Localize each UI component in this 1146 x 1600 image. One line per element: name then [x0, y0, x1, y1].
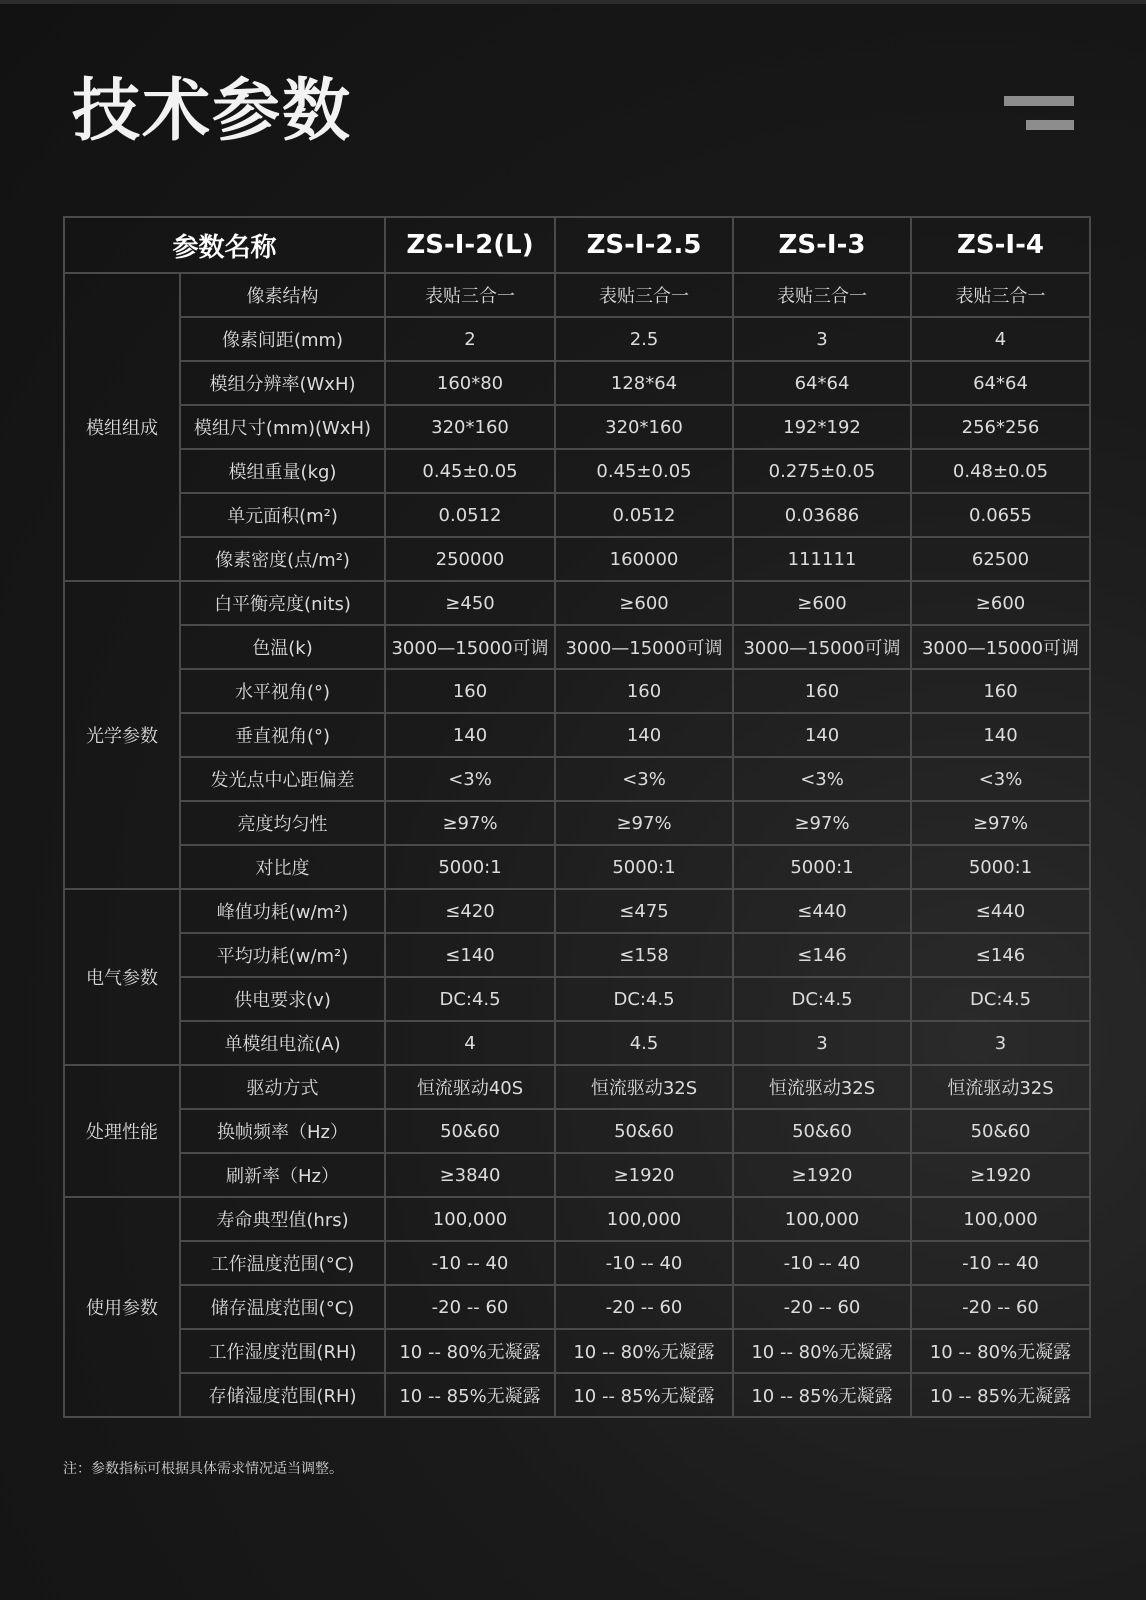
param-label: 像素密度(点/m²)	[180, 537, 385, 581]
param-value: ≥97%	[733, 801, 911, 845]
group-label: 光学参数	[64, 581, 180, 889]
menu-icon-bar-top	[1004, 96, 1074, 106]
param-value: 0.0655	[911, 493, 1090, 537]
table-row	[64, 625, 1090, 669]
header-model: ZS-I-2.5	[555, 217, 733, 273]
header-model: ZS-I-4	[911, 217, 1090, 273]
param-label: 平均功耗(w/m²)	[180, 933, 385, 977]
table-row	[64, 1065, 1090, 1109]
param-label: 单模组电流(A)	[180, 1021, 385, 1065]
param-value: 5000:1	[385, 845, 555, 889]
param-value: 0.275±0.05	[733, 449, 911, 493]
param-label: 对比度	[180, 845, 385, 889]
spec-table	[63, 216, 1091, 1418]
param-value: 160*80	[385, 361, 555, 405]
table-row	[64, 1285, 1090, 1329]
param-label: 垂直视角(°)	[180, 713, 385, 757]
param-value: ≤440	[911, 889, 1090, 933]
param-value: 恒流驱动32S	[733, 1065, 911, 1109]
param-value: 3000—15000可调	[733, 625, 911, 669]
param-label: 刷新率（Hz）	[180, 1153, 385, 1197]
table-row	[64, 405, 1090, 449]
param-value: 3	[733, 1021, 911, 1065]
param-value: 0.45±0.05	[385, 449, 555, 493]
table-row	[64, 361, 1090, 405]
param-value: 140	[385, 713, 555, 757]
param-value: <3%	[555, 757, 733, 801]
param-value: 160000	[555, 537, 733, 581]
param-value: 100,000	[385, 1197, 555, 1241]
param-value: 50&60	[385, 1109, 555, 1153]
param-value: 100,000	[733, 1197, 911, 1241]
table-row	[64, 273, 1090, 317]
param-value: 10 -- 85%无凝露	[385, 1373, 555, 1417]
param-value: 4	[911, 317, 1090, 361]
param-label: 白平衡亮度(nits)	[180, 581, 385, 625]
param-value: 3	[733, 317, 911, 361]
param-label: 像素结构	[180, 273, 385, 317]
menu-icon-bar-bottom	[1026, 120, 1074, 130]
header-model: ZS-I-2(L)	[385, 217, 555, 273]
param-value: 192*192	[733, 405, 911, 449]
param-value: ≥600	[555, 581, 733, 625]
param-value: 5000:1	[911, 845, 1090, 889]
param-value: -10 -- 40	[385, 1241, 555, 1285]
param-value: 3000—15000可调	[385, 625, 555, 669]
table-row	[64, 317, 1090, 361]
table-row	[64, 845, 1090, 889]
param-value: -20 -- 60	[385, 1285, 555, 1329]
param-label: 驱动方式	[180, 1065, 385, 1109]
param-value: 50&60	[911, 1109, 1090, 1153]
table-row	[64, 801, 1090, 845]
table-row	[64, 1153, 1090, 1197]
table-row	[64, 537, 1090, 581]
param-value: DC:4.5	[733, 977, 911, 1021]
param-value: ≥97%	[385, 801, 555, 845]
table-body	[64, 273, 1090, 1417]
param-value: 64*64	[733, 361, 911, 405]
param-value: 10 -- 80%无凝露	[733, 1329, 911, 1373]
param-value: 140	[911, 713, 1090, 757]
param-value: -10 -- 40	[555, 1241, 733, 1285]
param-value: 10 -- 80%无凝露	[555, 1329, 733, 1373]
table-row	[64, 1329, 1090, 1373]
param-value: 表贴三合一	[555, 273, 733, 317]
param-value: 10 -- 85%无凝露	[733, 1373, 911, 1417]
table-header-row	[64, 217, 1090, 273]
group-label: 模组组成	[64, 273, 180, 581]
table-row	[64, 669, 1090, 713]
param-value: 10 -- 80%无凝露	[385, 1329, 555, 1373]
param-value: ≤146	[733, 933, 911, 977]
table-row	[64, 1021, 1090, 1065]
param-value: 111111	[733, 537, 911, 581]
param-value: ≥1920	[911, 1153, 1090, 1197]
param-label: 发光点中心距偏差	[180, 757, 385, 801]
param-label: 储存温度范围(°C)	[180, 1285, 385, 1329]
page-title: 技术参数	[72, 72, 353, 151]
param-value: 50&60	[555, 1109, 733, 1153]
param-value: 62500	[911, 537, 1090, 581]
param-value: 恒流驱动40S	[385, 1065, 555, 1109]
param-value: ≥97%	[911, 801, 1090, 845]
table-row	[64, 889, 1090, 933]
param-value: 64*64	[911, 361, 1090, 405]
param-value: 0.03686	[733, 493, 911, 537]
param-value: ≤475	[555, 889, 733, 933]
param-value: 160	[911, 669, 1090, 713]
param-value: DC:4.5	[911, 977, 1090, 1021]
param-value: 表贴三合一	[385, 273, 555, 317]
table-row	[64, 757, 1090, 801]
param-value: <3%	[911, 757, 1090, 801]
param-value: 恒流驱动32S	[911, 1065, 1090, 1109]
param-value: 100,000	[911, 1197, 1090, 1241]
table-row	[64, 581, 1090, 625]
param-label: 模组分辨率(WxH)	[180, 361, 385, 405]
param-value: 3000—15000可调	[555, 625, 733, 669]
param-label: 寿命典型值(hrs)	[180, 1197, 385, 1241]
param-value: 2	[385, 317, 555, 361]
param-value: 2.5	[555, 317, 733, 361]
param-value: 100,000	[555, 1197, 733, 1241]
param-value: 4.5	[555, 1021, 733, 1065]
param-value: ≥3840	[385, 1153, 555, 1197]
param-value: 128*64	[555, 361, 733, 405]
header-param-name: 参数名称	[64, 217, 385, 273]
group-label: 电气参数	[64, 889, 180, 1065]
param-label: 工作湿度范围(RH)	[180, 1329, 385, 1373]
top-divider	[0, 0, 1146, 4]
param-value: -10 -- 40	[911, 1241, 1090, 1285]
param-value: ≤420	[385, 889, 555, 933]
param-value: -20 -- 60	[733, 1285, 911, 1329]
param-value: ≤158	[555, 933, 733, 977]
param-value: 10 -- 85%无凝露	[911, 1373, 1090, 1417]
param-label: 峰值功耗(w/m²)	[180, 889, 385, 933]
param-value: 恒流驱动32S	[555, 1065, 733, 1109]
table-row	[64, 1197, 1090, 1241]
table-row	[64, 977, 1090, 1021]
group-label: 处理性能	[64, 1065, 180, 1197]
param-value: 3000—15000可调	[911, 625, 1090, 669]
param-value: 表贴三合一	[733, 273, 911, 317]
param-label: 单元面积(m²)	[180, 493, 385, 537]
param-value: -10 -- 40	[733, 1241, 911, 1285]
param-value: -20 -- 60	[911, 1285, 1090, 1329]
param-value: 0.0512	[555, 493, 733, 537]
param-value: 3	[911, 1021, 1090, 1065]
table-row	[64, 933, 1090, 977]
param-label: 换帧频率（Hz）	[180, 1109, 385, 1153]
group-label: 使用参数	[64, 1197, 180, 1417]
header-model: ZS-I-3	[733, 217, 911, 273]
table-row	[64, 1241, 1090, 1285]
param-value: 0.0512	[385, 493, 555, 537]
table-row	[64, 713, 1090, 757]
param-label: 模组重量(kg)	[180, 449, 385, 493]
param-value: 320*160	[385, 405, 555, 449]
param-value: 表贴三合一	[911, 273, 1090, 317]
param-value: ≤146	[911, 933, 1090, 977]
param-value: 0.48±0.05	[911, 449, 1090, 493]
param-value: 140	[555, 713, 733, 757]
table-row	[64, 493, 1090, 537]
param-value: 5000:1	[733, 845, 911, 889]
param-value: 10 -- 85%无凝露	[555, 1373, 733, 1417]
param-label: 水平视角(°)	[180, 669, 385, 713]
param-label: 工作温度范围(°C)	[180, 1241, 385, 1285]
param-value: ≥97%	[555, 801, 733, 845]
param-value: 160	[733, 669, 911, 713]
param-value: <3%	[733, 757, 911, 801]
param-value: 5000:1	[555, 845, 733, 889]
param-label: 模组尺寸(mm)(WxH)	[180, 405, 385, 449]
param-value: 250000	[385, 537, 555, 581]
param-value: 160	[385, 669, 555, 713]
param-value: <3%	[385, 757, 555, 801]
param-value: DC:4.5	[385, 977, 555, 1021]
param-value: 160	[555, 669, 733, 713]
table-row	[64, 1109, 1090, 1153]
param-value: 10 -- 80%无凝露	[911, 1329, 1090, 1373]
param-value: 140	[733, 713, 911, 757]
param-value: ≤140	[385, 933, 555, 977]
footnote: 注：参数指标可根据具体需求情况适当调整。	[63, 1461, 343, 1477]
param-value: 0.45±0.05	[555, 449, 733, 493]
param-label: 供电要求(v)	[180, 977, 385, 1021]
param-label: 存储湿度范围(RH)	[180, 1373, 385, 1417]
param-label: 色温(k)	[180, 625, 385, 669]
param-label: 亮度均匀性	[180, 801, 385, 845]
param-value: 256*256	[911, 405, 1090, 449]
param-value: -20 -- 60	[555, 1285, 733, 1329]
table-row	[64, 449, 1090, 493]
param-value: 4	[385, 1021, 555, 1065]
param-label: 像素间距(mm)	[180, 317, 385, 361]
param-value: 320*160	[555, 405, 733, 449]
param-value: DC:4.5	[555, 977, 733, 1021]
param-value: ≤440	[733, 889, 911, 933]
param-value: ≥1920	[555, 1153, 733, 1197]
param-value: ≥600	[911, 581, 1090, 625]
param-value: ≥450	[385, 581, 555, 625]
param-value: ≥600	[733, 581, 911, 625]
menu-icon[interactable]	[1004, 96, 1074, 130]
table-row	[64, 1373, 1090, 1417]
param-value: ≥1920	[733, 1153, 911, 1197]
param-value: 50&60	[733, 1109, 911, 1153]
